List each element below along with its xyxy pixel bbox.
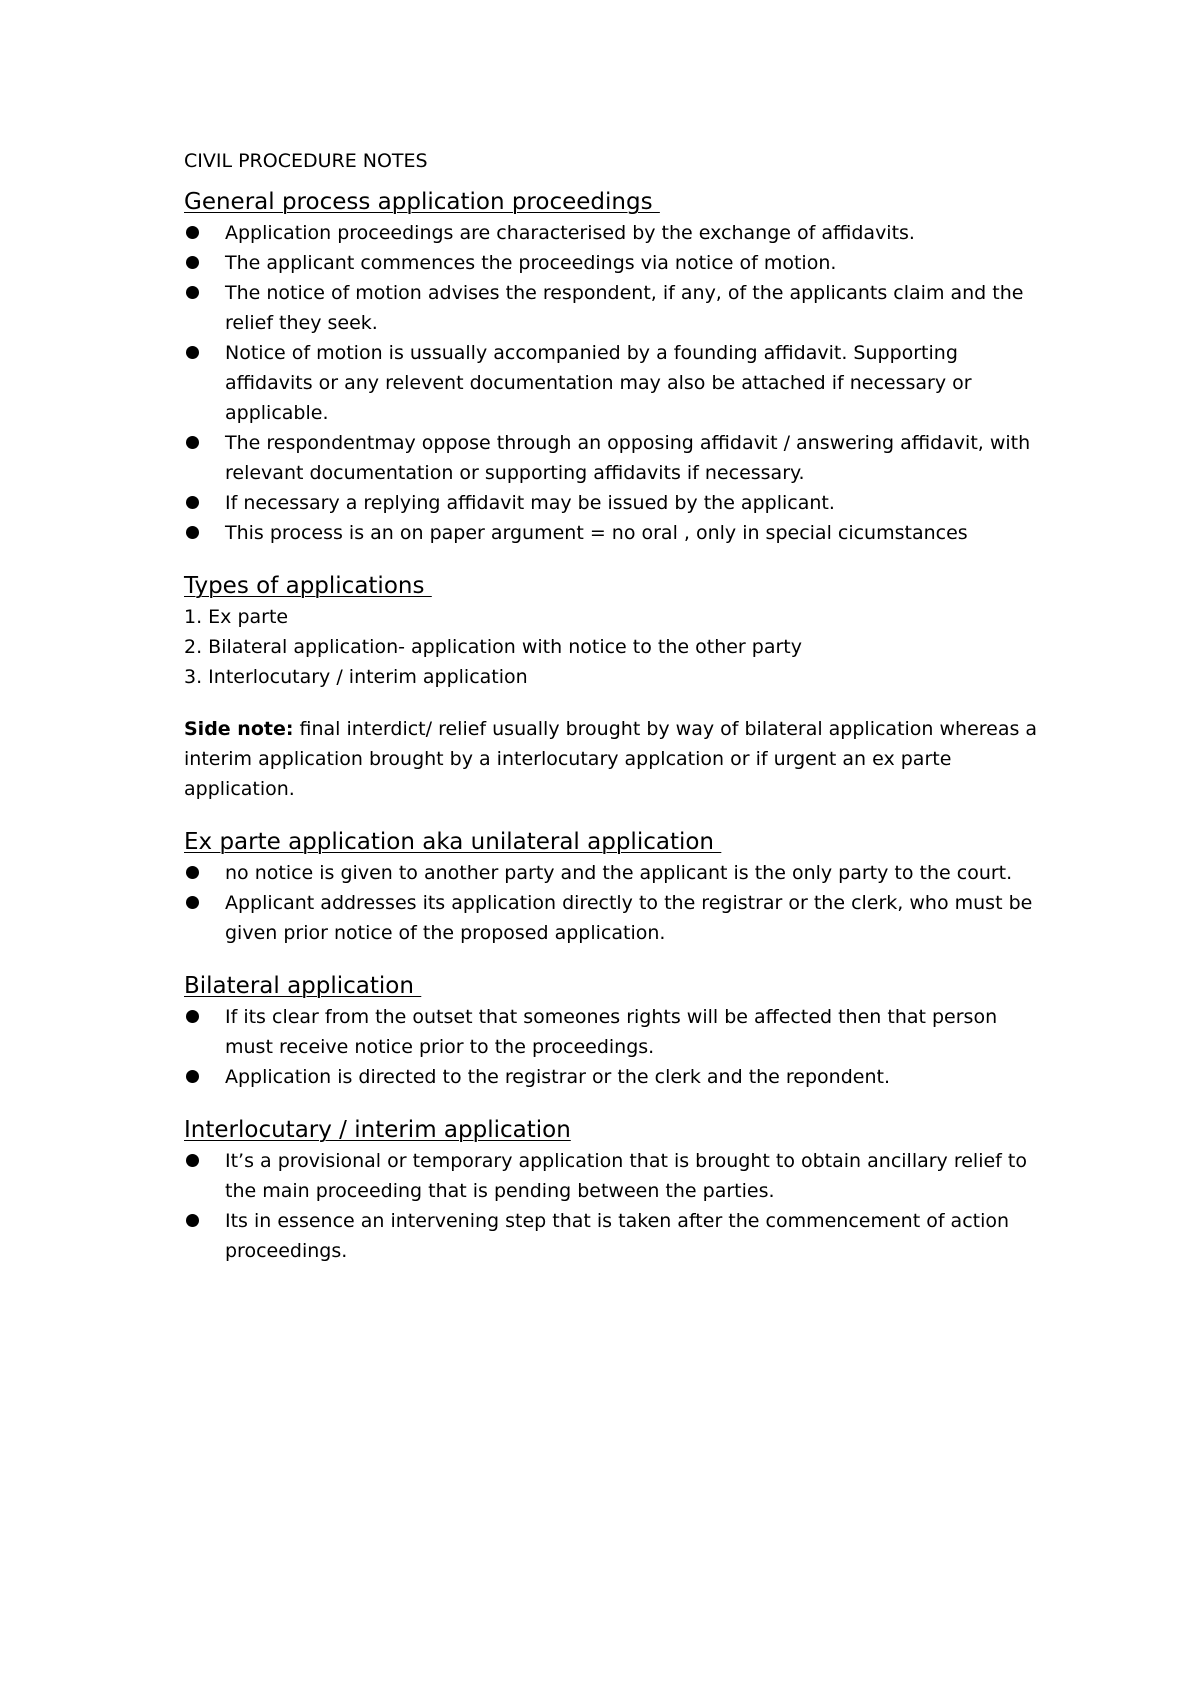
list-item: If its clear from the outset that someones rights will be affected then that person must receive notice prior to the proceedings. bbox=[184, 1002, 1044, 1062]
section-types bbox=[184, 570, 1044, 804]
bullet-icon bbox=[186, 526, 199, 539]
document-title: CIVIL PROCEDURE NOTES bbox=[184, 150, 428, 172]
list-item: Its in essence an intervening step that is taken after the commencement of action proceedings. bbox=[184, 1206, 1044, 1266]
bullet-icon bbox=[186, 896, 199, 909]
bullet-icon bbox=[186, 1214, 199, 1227]
list-item: 2. Bilateral application- application with notice to the other party bbox=[184, 636, 802, 658]
section-heading-bilateral: Bilateral application bbox=[184, 973, 422, 999]
list-item: The respondentmay oppose through an opposing affidavit / answering affidavit, with relevant documentation or supporting affidavits if necessary. bbox=[184, 428, 1044, 488]
list-item: Application proceedings are characterised by the exchange of affidavits. bbox=[184, 218, 1044, 248]
list-item: The applicant commences the proceedings via notice of motion. bbox=[184, 248, 1044, 278]
side-note-label: Side note: bbox=[184, 718, 294, 740]
bullet-list-general bbox=[184, 218, 1044, 548]
section-heading-ex-parte: Ex parte application aka unilateral application bbox=[184, 829, 722, 855]
bullet-icon bbox=[186, 256, 199, 269]
bullet-icon bbox=[186, 496, 199, 509]
bullet-icon bbox=[186, 1010, 199, 1023]
bullet-icon bbox=[186, 286, 199, 299]
list-item: 1. Ex parte bbox=[184, 606, 289, 628]
document-page bbox=[184, 146, 1044, 1288]
list-item: It’s a provisional or temporary application that is brought to obtain ancillary relief to the main proceeding that is pending between the parties. bbox=[184, 1146, 1044, 1206]
list-item: Applicant addresses its application directly to the registrar or the clerk, who must be given prior notice of the proposed application. bbox=[184, 888, 1044, 948]
list-item: Notice of motion is ussually accompanied by a founding affidavit. Supporting affidavits or any relevent documentation may also be attached if necessary or applicable. bbox=[184, 338, 1044, 428]
list-item: If necessary a replying affidavit may be issued by the applicant. bbox=[184, 488, 1044, 518]
numbered-list-types bbox=[184, 602, 1044, 692]
side-note-text: final interdict/ relief usually brought by way of bilateral application whereas a interim application brought by a interlocutary applcation or if urgent an ex parte application. bbox=[184, 718, 1038, 800]
bullet-icon bbox=[186, 866, 199, 879]
bullet-icon bbox=[186, 1154, 199, 1167]
bullet-icon bbox=[186, 346, 199, 359]
bullet-icon bbox=[186, 436, 199, 449]
section-general bbox=[184, 186, 1044, 548]
list-item: This process is an on paper argument = no oral , only in special cicumstances bbox=[184, 518, 1044, 548]
bullet-list-ex-parte bbox=[184, 858, 1044, 948]
section-heading-interlocutary: Interlocutary / interim application bbox=[184, 1117, 571, 1143]
bullet-icon bbox=[186, 1070, 199, 1083]
list-item: The notice of motion advises the respondent, if any, of the applicants claim and the relief they seek. bbox=[184, 278, 1044, 338]
list-item: Application is directed to the registrar or the clerk and the repondent. bbox=[184, 1062, 1044, 1092]
list-item: no notice is given to another party and the applicant is the only party to the court. bbox=[184, 858, 1044, 888]
bullet-icon bbox=[186, 226, 199, 239]
bullet-list-bilateral bbox=[184, 1002, 1044, 1092]
section-interlocutary bbox=[184, 1114, 1044, 1266]
side-note bbox=[184, 714, 1044, 804]
section-bilateral bbox=[184, 970, 1044, 1092]
section-heading-general: General process application proceedings bbox=[184, 189, 660, 215]
bullet-list-interlocutary bbox=[184, 1146, 1044, 1266]
section-heading-types: Types of applications bbox=[184, 573, 432, 599]
list-item: 3. Interlocutary / interim application bbox=[184, 666, 528, 688]
section-ex-parte bbox=[184, 826, 1044, 948]
